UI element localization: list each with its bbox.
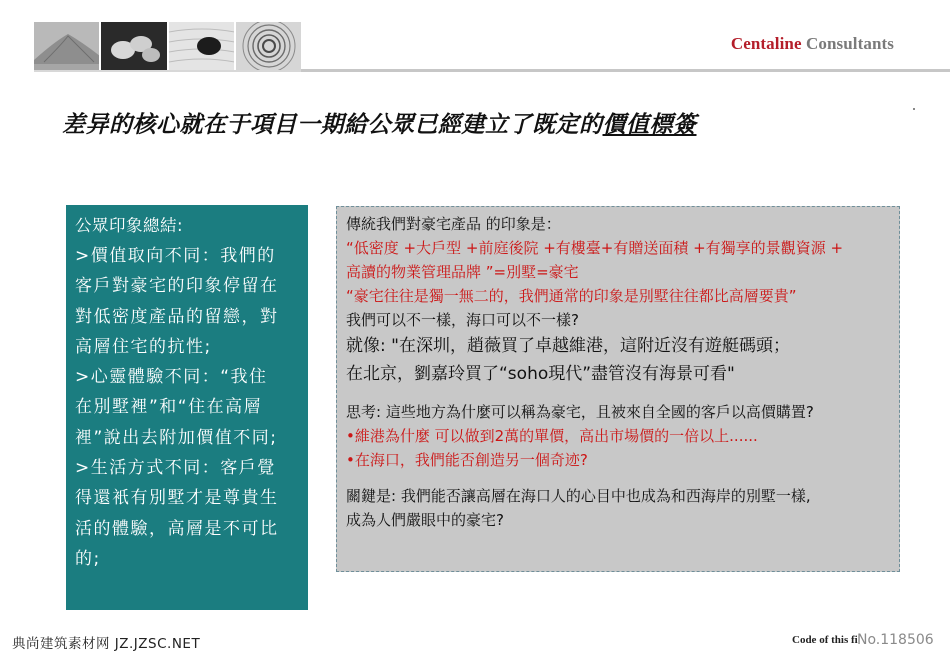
impression-formula-line2: 高讀的物業管理品牌 ”=別墅=豪宅 bbox=[346, 263, 579, 281]
example-shenzhen: 就像: "在深圳，趙薇買了卓越維港，這附近沒有遊艇碼頭； bbox=[346, 336, 790, 356]
impression-intro: 傳統我們對豪宅產品 的印象是： bbox=[346, 215, 561, 233]
slide-title bbox=[62, 106, 697, 139]
thinking-bullet-2: •在海口，我們能否創造另一個奇迹? bbox=[346, 451, 588, 469]
summary-heading: 公眾印象總結: bbox=[75, 216, 184, 235]
title-underlined: 價值標簽 bbox=[602, 112, 697, 138]
code-number: No.118506 bbox=[857, 632, 934, 648]
watermark-text: 典尚建筑素材网 JZ.JZSC.NET bbox=[12, 636, 201, 652]
public-impression-summary-panel bbox=[66, 205, 308, 610]
raked-sand-circles-image bbox=[236, 22, 301, 70]
header-thumbnails bbox=[34, 22, 301, 70]
key-point-line1: 關鍵是: 我們能否讓高層在海口人的心目中也成為和西海岸的別墅一樣, bbox=[346, 487, 811, 505]
traditional-impression-box bbox=[336, 206, 900, 572]
logo-sub: Consultants bbox=[805, 34, 894, 53]
impression-quote: “豪宅往往是獨一無二的，我們通常的印象是別墅往往都比高層要貴” bbox=[346, 287, 797, 305]
header-divider bbox=[301, 69, 950, 72]
spacer bbox=[346, 388, 891, 400]
spacer bbox=[346, 472, 891, 484]
logo-brand: Centaline bbox=[730, 34, 802, 53]
summary-body: >價值取向不同：我們的 客戶對豪宅的印象停留在 對低密度產品的留戀，對 高層住宅的抗性; >心靈體驗不同：“我住 在別墅裡”和“住在高層 裡”說出去附加價值不同; >生活方式不同：客戶覺 得還衹有別墅才是尊貴生 活的體驗，高層是不可比 的; bbox=[75, 246, 279, 569]
thinking-bullet-1: •維港為什麼 可以做到2萬的單價，高出市場價的一倍以上...... bbox=[346, 427, 758, 445]
code-label: Code of this fi bbox=[792, 634, 858, 646]
thinking-question: 思考: 這些地方為什麼可以稱為豪宅，且被來自全國的客戶以高價購置? bbox=[346, 403, 814, 421]
impression-formula-line1: “低密度 +大戶型 +前庭後院 +有樓臺+有贈送面積 +有獨享的景觀資源 + bbox=[346, 239, 844, 257]
header-divider-left bbox=[34, 70, 301, 72]
can-be-different: 我們可以不一樣，海口可以不一樣? bbox=[346, 311, 579, 329]
dark-stone-on-sand-image bbox=[169, 22, 234, 70]
example-beijing: 在北京，劉嘉玲買了“soho現代”盡管沒有海景可看" bbox=[346, 364, 735, 384]
company-logo bbox=[731, 34, 894, 54]
sand-mound-image bbox=[34, 22, 99, 70]
key-point-line2: 成為人們嚴眼中的豪宅? bbox=[346, 511, 504, 529]
title-main: 差异的核心就在于項目一期給公眾已經建立了既定的 bbox=[62, 112, 603, 138]
decorative-dot bbox=[913, 108, 915, 110]
river-stones-image bbox=[101, 22, 166, 70]
